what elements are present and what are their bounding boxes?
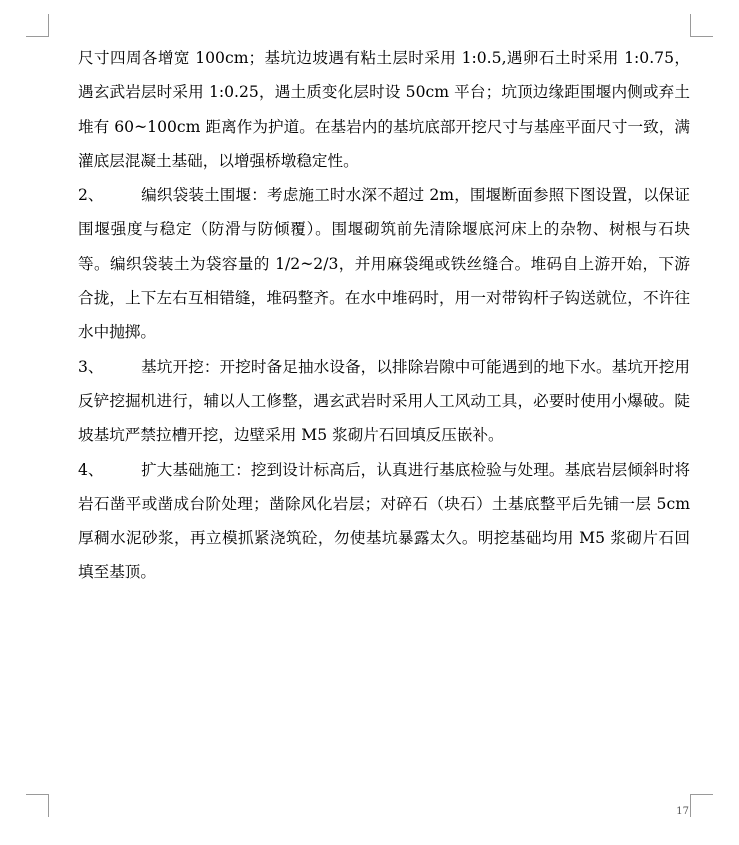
paragraph-2 (78, 178, 690, 349)
paragraph-4-number: 4、 (78, 460, 104, 479)
page-number: 17 (676, 806, 689, 817)
paragraph-3-text: 基坑开挖：开挖时备足抽水设备，以排除岩隙中可能遇到的地下水。基坑开挖用反铲挖掘机进行，辅以人工修整，遇玄武岩时采用人工风动工具，必要时使用小爆破。陡坡基坑严禁拉槽开挖，边壁采用 M5 浆砌片石回填反压嵌补。 (78, 357, 690, 445)
paragraph-2-number: 2、 (78, 186, 104, 205)
paragraph-3-number: 3、 (78, 357, 104, 376)
crop-mark-top-left (26, 14, 49, 37)
paragraph-4-text: 扩大基础施工：挖到设计标高后，认真进行基底检验与处理。基底岩层倾斜时将岩石凿平或凿成台阶处理；凿除风化岩层；对碎石（块石）土基底整平后先铺一层 5cm 厚稠水泥砂浆，再立模抓紧浇筑砼，勿使基坑暴露太久。明挖基础均用 M5 浆砌片石回填至基顶。 (78, 460, 690, 582)
paragraph-2-text: 编织袋装土围堰：考虑施工时水深不超过 2m，围堰断面参照下图设置，以保证围堰强度与稳定（防滑与防倾覆）。围堰砌筑前先清除堰底河床上的杂物、树根与石块等。编织袋装土为袋容量的 1/2~2/3，并用麻袋绳或铁丝缝合。堆码自上游开始，下游合拢，上下左右互相错缝，堆码整齐。在水中堆码时，用一对带钩杆子钩送就位，不许往水中抛掷。 (78, 186, 690, 342)
paragraph-1 (78, 41, 690, 178)
crop-mark-bottom-right (690, 794, 713, 817)
crop-mark-top-right (690, 14, 713, 37)
paragraph-4 (78, 453, 690, 590)
paragraph-1-text: 尺寸四周各增宽 100cm；基坑边坡遇有粘土层时采用 1:0.5,遇卵石土时采用 1:0.75，遇玄武岩层时采用 1:0.25，遇土质变化层时设 50cm 平台；坑顶边缘距围堰内侧或弃土堆有 60~100cm 距离作为护道。在基岩内的基坑底部开挖尺寸与基座平面尺寸一致，满灌底层混凝土基础，以增强桥墩稳定性。 (78, 49, 690, 170)
paragraph-3 (78, 350, 690, 453)
crop-mark-bottom-left (26, 794, 49, 817)
document-body (78, 41, 690, 590)
